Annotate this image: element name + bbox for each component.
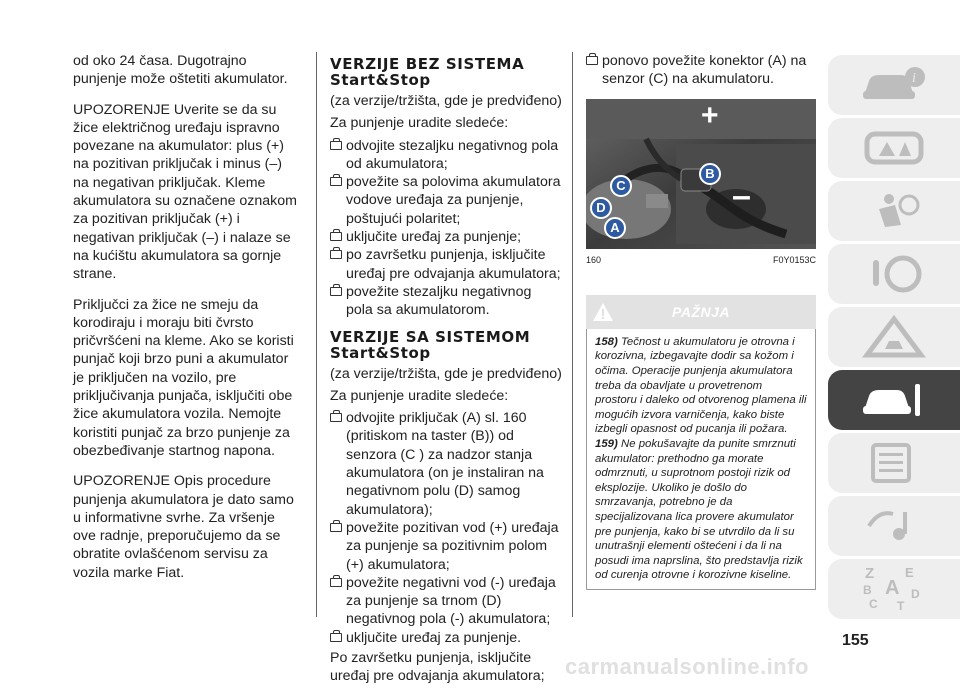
list-item: ponovo povežite konektor (A) na senzor (C) na akumulatoru. bbox=[586, 52, 816, 89]
car-info-icon bbox=[859, 63, 929, 107]
index-letters-icon bbox=[859, 565, 929, 613]
procedure-bullet-icon bbox=[586, 56, 598, 65]
callout-a: A bbox=[604, 217, 626, 239]
svg-text:i: i bbox=[912, 71, 916, 86]
specs-list-icon bbox=[859, 441, 929, 485]
callout-c: C bbox=[610, 175, 632, 197]
index-letter: E bbox=[905, 565, 914, 580]
chapter-tab-dashboard[interactable] bbox=[828, 118, 960, 178]
chapter-tab-technical-data[interactable] bbox=[828, 433, 960, 493]
column-divider bbox=[572, 52, 573, 617]
chapter-tab-knowing-car[interactable] bbox=[828, 55, 960, 115]
list-item: povežite sa polovima akumulatora vodove uređaja za punjenje, poštujući polaritet; bbox=[330, 173, 562, 228]
list-item: odvojite stezaljku negativnog pola od akumulatora; bbox=[330, 137, 562, 174]
callout-b: B bbox=[699, 163, 721, 185]
car-service-icon bbox=[859, 378, 929, 422]
column-1 bbox=[73, 52, 298, 594]
section-subtitle: (za verzije/tržišta, gde je predviđeno) bbox=[330, 93, 562, 109]
paragraph: od oko 24 časa. Dugotrajno punjenje može oštetiti akumulator. bbox=[73, 53, 288, 88]
warning-title: PAŽNJA bbox=[672, 303, 730, 320]
battery-figure bbox=[586, 99, 816, 249]
index-letter: A bbox=[885, 577, 900, 599]
warning-triangle-icon bbox=[592, 302, 614, 322]
procedure-bullet-icon bbox=[330, 250, 342, 259]
warning-header bbox=[586, 295, 816, 329]
figure-code: F0Y0153C bbox=[772, 254, 816, 265]
intro-text: Za punjenje uradite sledeće: bbox=[330, 115, 509, 132]
procedure-bullet-icon bbox=[330, 633, 342, 642]
page-number: 155 bbox=[842, 632, 869, 649]
multimedia-icon bbox=[859, 504, 929, 548]
road-warning-icon bbox=[859, 315, 929, 359]
step-list bbox=[330, 137, 562, 320]
section-title-with-start-stop: VERZIJE SA SISTEMOM Start&Stop bbox=[330, 327, 531, 362]
list-item: uključite uređaj za punjenje; bbox=[330, 228, 562, 246]
safety-airbag-icon bbox=[859, 189, 929, 233]
column-divider bbox=[316, 52, 317, 617]
watermark: carmanualsonline.info bbox=[565, 654, 809, 679]
procedure-bullet-icon bbox=[330, 232, 342, 241]
chapter-sidebar bbox=[828, 55, 960, 622]
negative-terminal-mark: – bbox=[732, 176, 751, 215]
chapter-tab-multimedia[interactable] bbox=[828, 496, 960, 556]
chapter-tab-maintenance[interactable] bbox=[828, 370, 960, 430]
closing-text: Po završetku punjenja, isključite uređaj pre odvajanja akumulatora; bbox=[330, 650, 545, 685]
list-item: odvojite priključak (A) sl. 160 (pritiskom na taster (B)) od senzora (C ) za nadzor stanja akumulatora (on je instaliran na negativnom polu (D) samog akumulatora); bbox=[330, 409, 562, 519]
list-item: povežite negativni vod (-) uređaja za punjenje sa trnom (D) negativnog pola (-) akumulatora; bbox=[330, 574, 562, 629]
step-list bbox=[330, 409, 562, 647]
chapter-tab-starting[interactable] bbox=[828, 244, 960, 304]
chapter-tab-safety[interactable] bbox=[828, 181, 960, 241]
paragraph: Priključci za žice ne smeju da korodiraju i moraju biti čvrsto pričvršćeni na kleme. Ako se koristi punjač koji brzo puni a akumulator je priključen na vozilo, pre priključivanja punjača, isključiti obe žice akumulatora vozila. Nemojte koristiti punjač za brzo punjenje za obezbeđivanje startnog napona. bbox=[73, 296, 294, 459]
chapter-tab-emergency[interactable] bbox=[828, 307, 960, 367]
warning-box bbox=[586, 329, 816, 590]
callout-d: D bbox=[590, 197, 612, 219]
index-letter: B bbox=[863, 583, 872, 597]
figure-caption bbox=[586, 251, 816, 269]
section-subtitle: (za verzije/tržišta, gde je predviđeno) bbox=[330, 365, 562, 382]
list-item: uključite uređaj za punjenje. bbox=[330, 629, 562, 647]
index-letter: D bbox=[911, 587, 920, 601]
list-item: povežite pozitivan vod (+) uređaja za punjenje sa pozitivnim polom (+) akumulatora; bbox=[330, 519, 562, 574]
index-letter: C bbox=[869, 597, 878, 611]
procedure-bullet-icon bbox=[330, 413, 342, 422]
paragraph: UPOZORENJE Opis procedure punjenja akumulatora je dato samo u informativne svrhe. Za vršenje ove radnje, preporučujemo da se obratite ovlašćenom servisu za vozila marke Fiat. bbox=[73, 473, 294, 581]
column-3 bbox=[586, 52, 816, 590]
warning-note-159: 159) Ne pokušavajte da punite smrznuti akumulator: prethodno ga morate odmrznuti, u suprotnom postoji rizik od eksplozije. Ukoliko je došlo do smrzavanja, potrebno je da specijalizovana lica provere akumulator pre punjenja, kako bi se utvrdilo da li su unutrašnji elementi oštećeni i da li na posudi ima naprslina, što predstavlja rizik od curenja otrovne i korozivne kiseline. bbox=[595, 438, 803, 582]
chapter-tab-index[interactable] bbox=[828, 559, 960, 619]
procedure-bullet-icon bbox=[330, 177, 342, 186]
procedure-bullet-icon bbox=[330, 287, 342, 296]
procedure-bullet-icon bbox=[330, 141, 342, 150]
column-2 bbox=[330, 52, 562, 690]
index-letter: Z bbox=[865, 565, 875, 582]
index-letter: T bbox=[897, 599, 905, 613]
dashboard-warning-icon bbox=[859, 126, 929, 170]
intro-text: Za punjenje uradite sledeće: bbox=[330, 387, 509, 404]
steering-key-icon bbox=[859, 252, 929, 296]
positive-terminal-mark: + bbox=[701, 98, 719, 132]
procedure-bullet-icon bbox=[330, 523, 342, 532]
figure-number: 160 bbox=[586, 254, 602, 265]
list-item: povežite stezaljku negativnog pola sa akumulatorom. bbox=[330, 283, 562, 320]
list-item: po završetku punjenja, isključite uređaj pre odvajanja akumulatora; bbox=[330, 246, 562, 283]
warning-note-158: 158) Tečnost u akumulatoru je otrovna i korozivna, izbegavajte dodir sa kožom i očima. Operacije punjenja akumulatora treba da obavljate u provetrenom prostoru i daleko od otvorenog plamena ili mogućih izvora varničenja, kako biste izbegli opasnost od pucanja ili požara. bbox=[595, 335, 807, 436]
section-title-without-start-stop: VERZIJE BEZ SISTEMA Start&Stop bbox=[330, 55, 525, 89]
procedure-bullet-icon bbox=[330, 578, 342, 587]
paragraph: UPOZORENJE Uverite se da su žice električnog uređaju ispravno povezane na akumulator: plus (+) na pozitivan priključak i minus (–) na negativan priključak. Kleme akumulatora su označene oznakom za pozitivan priključak (+) i negativan priključak (–) i nalaze se na kućištu akumulatora sa gornje strane. bbox=[73, 101, 297, 283]
